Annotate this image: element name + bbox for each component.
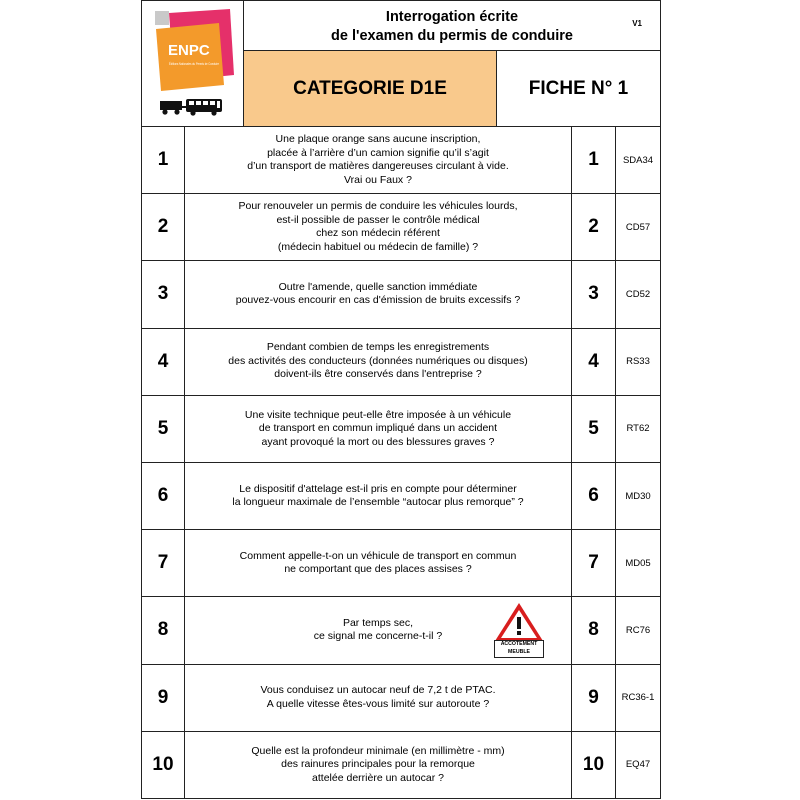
question-text: Une visite technique peut-elle être imposée à un véhicule de transport en commun impliqué dans un accident ayant provoqué la mort ou des blessures graves ? — [244, 408, 512, 448]
question-text: Vous conduisez un autocar neuf de 7,2 t de PTAC. A quelle vitesse êtes-vous limité sur autoroute ? — [260, 684, 496, 710]
question-text: Pour renouveler un permis de conduire les véhicules lourds, est-il possible de passer le contrôle médical chez son médecin référent (médecin habituel ou médecin de famille) ? — [238, 200, 518, 253]
question-number: 3 — [142, 261, 185, 327]
answer-number: 2 — [571, 194, 615, 260]
category-label: CATEGORIE D1E — [244, 51, 497, 126]
question-number: 4 — [142, 329, 185, 395]
answer-number: 5 — [571, 396, 615, 462]
answer-number: 4 — [571, 329, 615, 395]
question-number: 10 — [142, 732, 185, 798]
question-table — [142, 126, 660, 798]
warning-triangle-icon — [494, 602, 544, 642]
question-row — [142, 596, 660, 663]
logo-text: ENPC — [168, 42, 210, 59]
question-row — [142, 395, 660, 462]
answer-number: 7 — [571, 530, 615, 596]
question-sheet — [141, 0, 661, 799]
question-code: SDA34 — [615, 127, 660, 193]
question-code: MD05 — [615, 530, 660, 596]
version-label: V1 — [632, 19, 642, 28]
title-line-2: de l'examen du permis de conduire — [331, 28, 573, 44]
question-number: 8 — [142, 597, 185, 663]
question-row — [142, 529, 660, 596]
question-text: Par temps sec, ce signal me concerne-t-il ? — [313, 616, 443, 643]
question-row — [142, 193, 660, 260]
answer-number: 8 — [571, 597, 615, 663]
question-row — [142, 126, 660, 193]
question-code: MD30 — [615, 463, 660, 529]
logo-cell — [142, 1, 244, 126]
warning-sign-panel — [494, 640, 544, 658]
title-cell — [244, 1, 660, 51]
question-number: 9 — [142, 665, 185, 731]
question-code: RC76 — [615, 597, 660, 663]
sheet-header — [142, 1, 660, 126]
question-code: CD57 — [615, 194, 660, 260]
question-code: EQ47 — [615, 732, 660, 798]
question-row — [142, 731, 660, 798]
question-row — [142, 664, 660, 731]
question-number: 1 — [142, 127, 185, 193]
question-text: Pendant combien de temps les enregistrements des activités des conducteurs (données numériques ou disques) doivent-ils être conservés dans l'entreprise ? — [228, 341, 528, 381]
sign-line-2: MEUBLE — [508, 648, 530, 655]
question-text: Outre l'amende, quelle sanction immédiate pouvez-vous encourir en cas d'émission de bruits excessifs ? — [235, 280, 521, 307]
sign-line-1: ACCOTEMENT — [500, 641, 538, 648]
question-text: Le dispositif d'attelage est-il pris en compte pour déterminer la longueur maximale de l’ensemble “autocar plus remorque” ? — [232, 482, 524, 509]
question-row — [142, 328, 660, 395]
warning-sign — [494, 602, 544, 660]
logo-subtitle: Éditions Nationales du Permis de Conduire — [169, 62, 238, 66]
answer-number: 3 — [571, 261, 615, 327]
title-line-1: Interrogation écrite — [385, 9, 519, 25]
question-number: 6 — [142, 463, 185, 529]
answer-number: 9 — [571, 665, 615, 731]
question-text: Comment appelle-t-on un véhicule de transport en commun ne comportant que des places assises ? — [239, 549, 517, 576]
question-row — [142, 260, 660, 327]
question-number: 5 — [142, 396, 185, 462]
question-text: Quelle est la profondeur minimale (en millimètre - mm) des rainures principales pour la remorque attelée derrière un autocar ? — [251, 744, 505, 784]
answer-number: 6 — [571, 463, 615, 529]
question-number: 2 — [142, 194, 185, 260]
question-text: Une plaque orange sans aucune inscription, placée à l’arrière d’un camion signifie qu’il s’agit d’un transport de matières dangereuses circulant à vide. Vrai ou Faux ? — [247, 133, 509, 186]
answer-number: 1 — [571, 127, 615, 193]
question-code: RT62 — [615, 396, 660, 462]
fiche-number: FICHE N° 1 — [528, 77, 629, 99]
question-number: 7 — [142, 530, 185, 596]
truck-bus-icon — [159, 97, 223, 117]
question-code: RS33 — [615, 329, 660, 395]
question-row — [142, 462, 660, 529]
question-code: CD52 — [615, 261, 660, 327]
question-code: RC36-1 — [615, 665, 660, 731]
answer-number: 10 — [571, 732, 615, 798]
